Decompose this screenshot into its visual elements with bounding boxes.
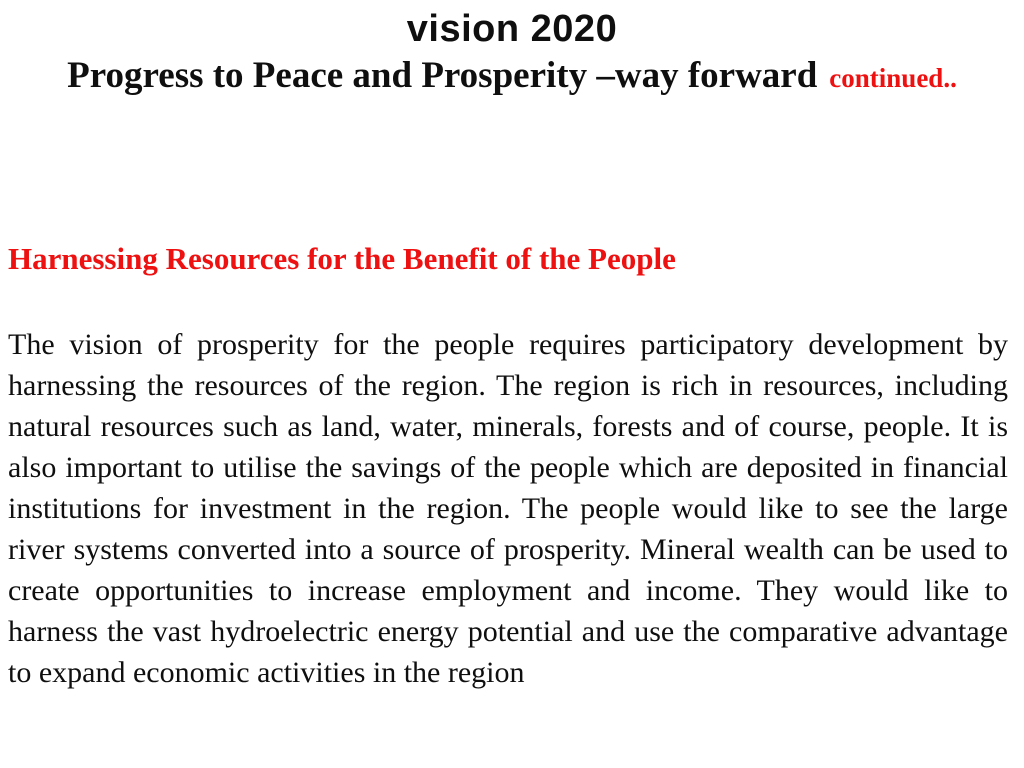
slide-subtitle: Progress to Peace and Prosperity –way forward <box>67 54 818 96</box>
body-paragraph: The vision of prosperity for the people requires participatory development by harnessing the resources of the region. The region is rich in resources, including natural resources such as land, water, minerals, forests and of course, people. It is also important to utilise the savings of the people which are deposited in financial institutions for investment in the region. The people would like to see the large river systems converted into a source of prosperity. Mineral wealth can be used to create opportunities to increase employment and income. They would like to harness the vast hydroelectric energy potential and use the comparative advantage to expand economic activities in the region <box>8 327 1008 689</box>
slide-subtitle-line <box>0 52 1024 100</box>
slide-title: vision 2020 <box>406 8 618 50</box>
section-heading: Harnessing Resources for the Benefit of the People <box>8 240 676 276</box>
subtitle-continued-label: continued.. <box>829 62 957 93</box>
slide-header <box>0 0 1024 100</box>
